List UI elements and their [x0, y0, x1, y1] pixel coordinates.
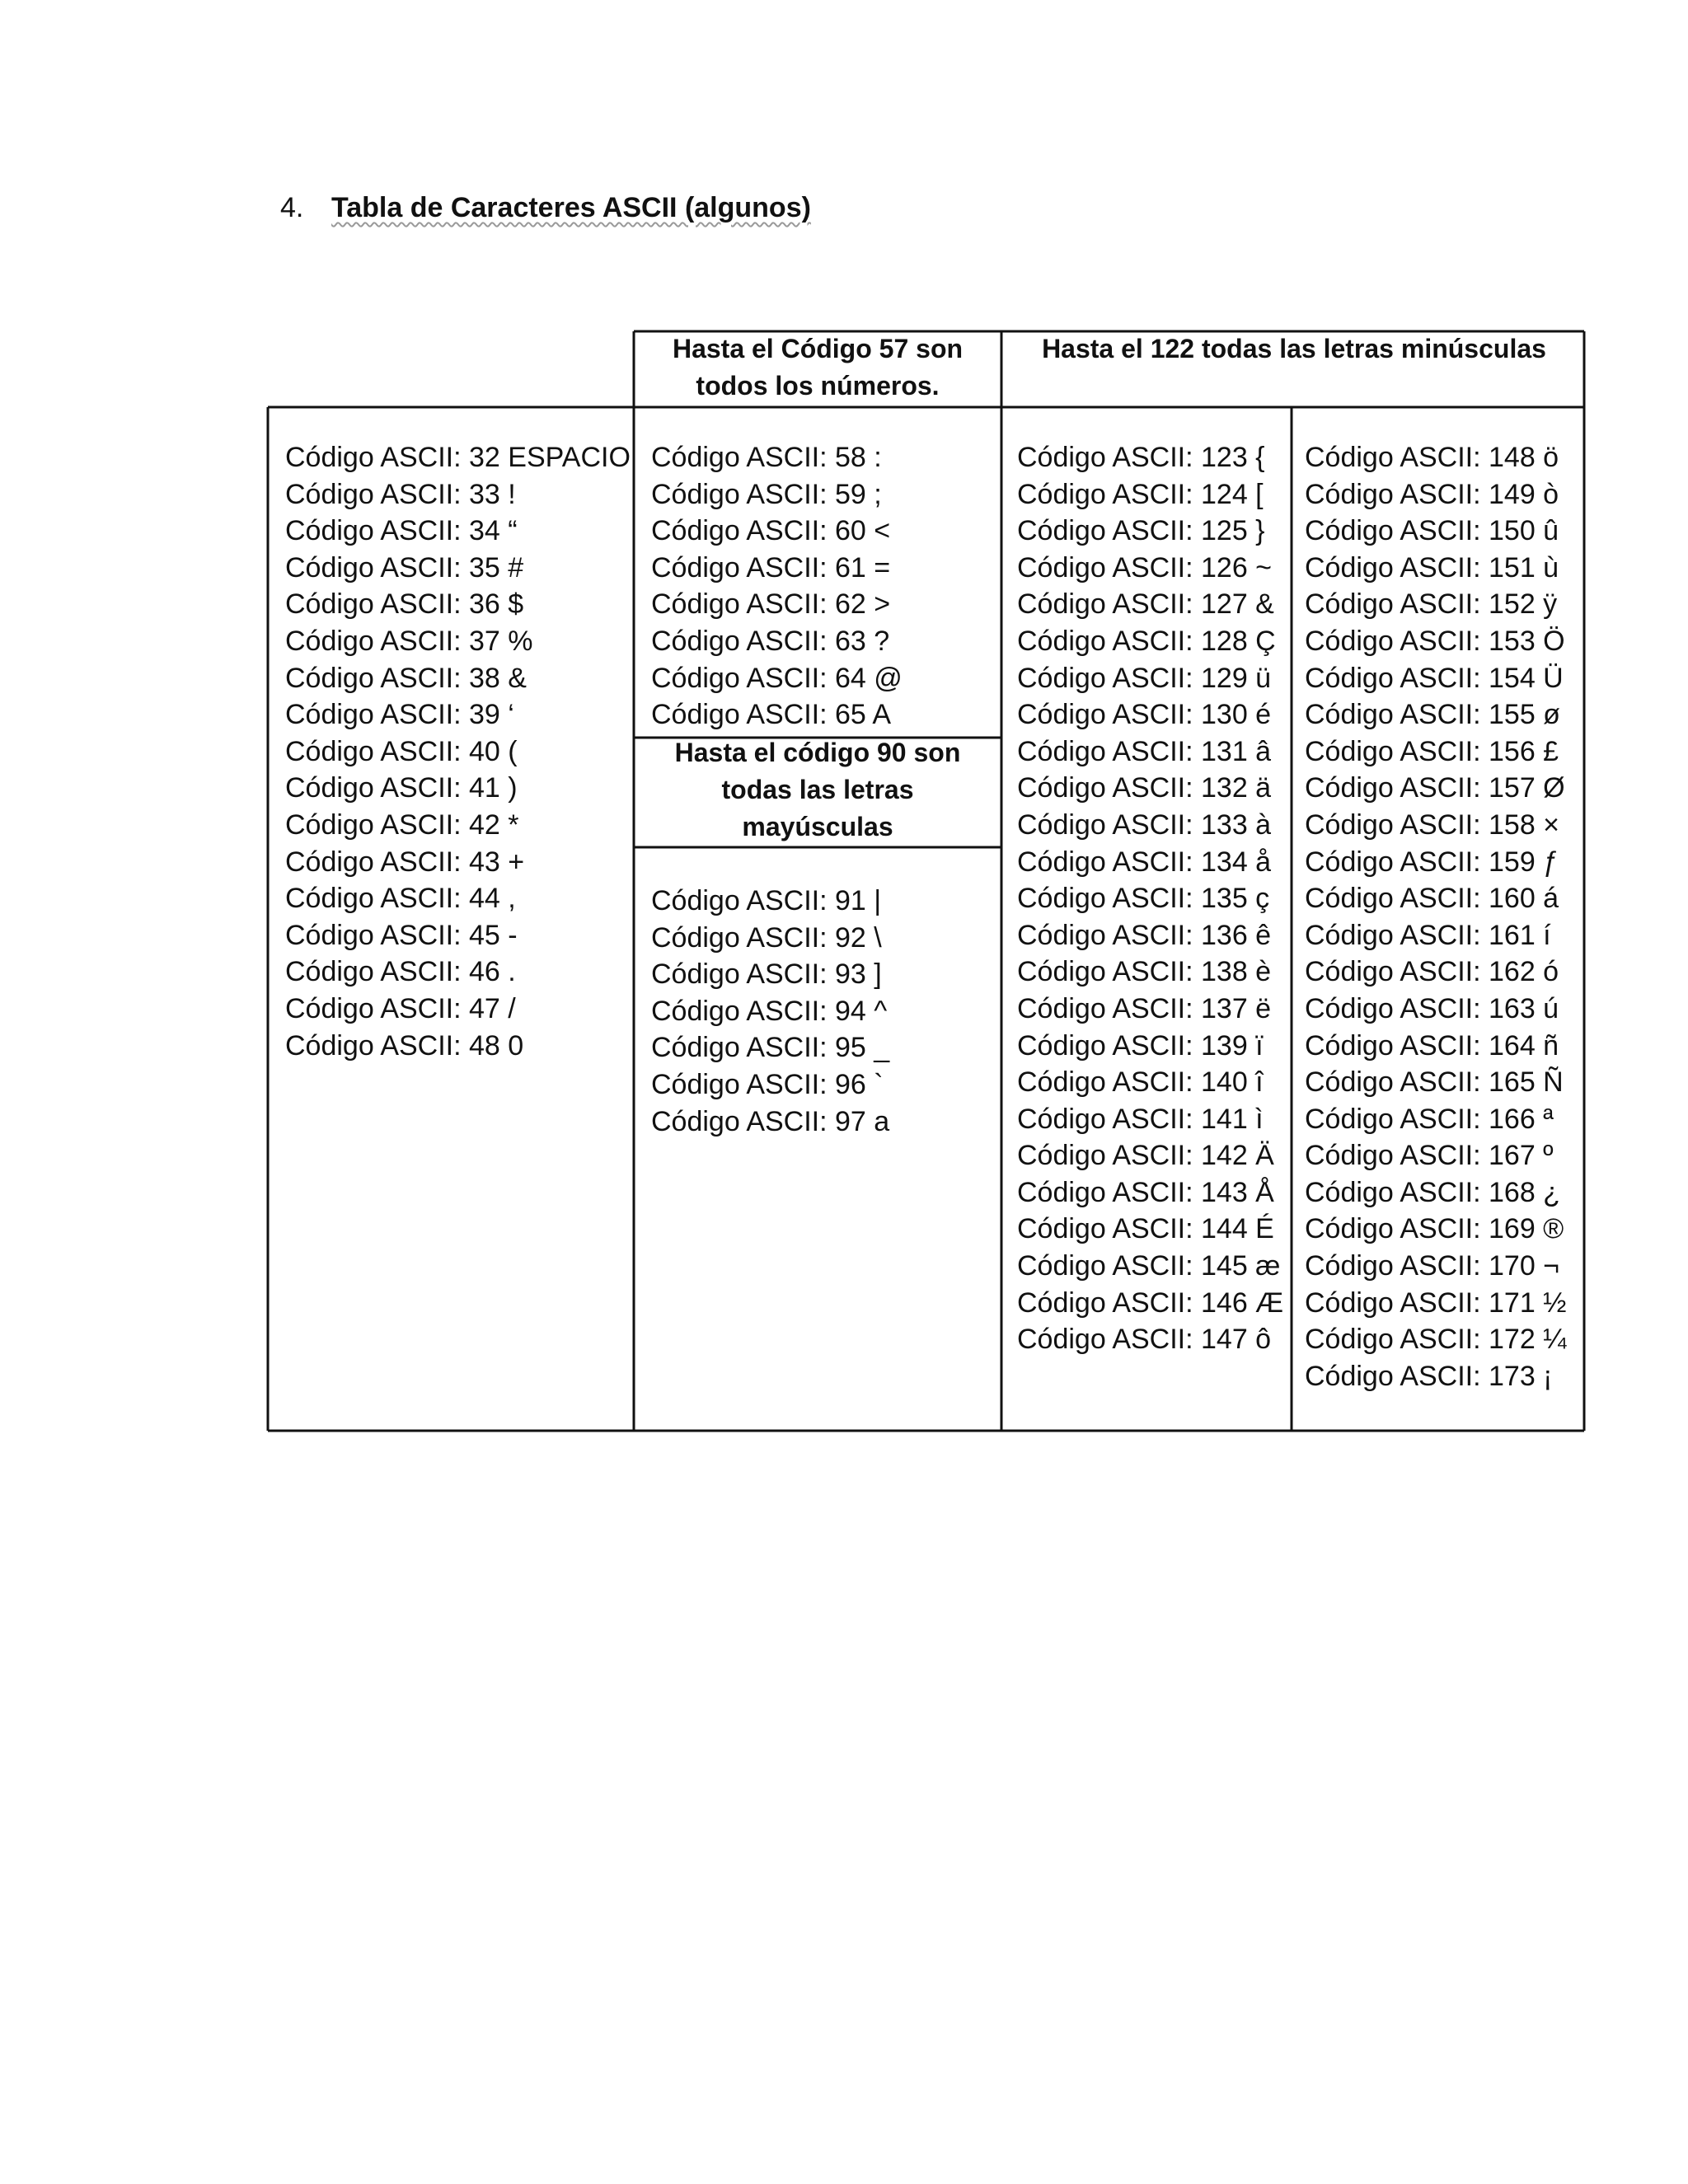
- ascii-entry: Código ASCII: 34 “: [285, 515, 518, 547]
- ascii-entry: Código ASCII: 37 %: [285, 625, 533, 657]
- column-2-top: [651, 439, 903, 733]
- ascii-entry: Código ASCII: 169 ®: [1305, 1213, 1564, 1245]
- column-4-list: [1305, 439, 1567, 1394]
- ascii-entry: Código ASCII: 39 ‘: [285, 699, 514, 731]
- ascii-entry: Código ASCII: 47 /: [285, 992, 516, 1024]
- ascii-entry: Código ASCII: 141 ì: [1017, 1103, 1264, 1135]
- ascii-entry: Código ASCII: 151 ù: [1305, 551, 1559, 583]
- column-3: [1017, 439, 1283, 1358]
- ascii-entry: Código ASCII: 161 í: [1305, 919, 1551, 951]
- ascii-entry: Código ASCII: 146 Æ: [1017, 1286, 1284, 1319]
- ascii-entry: Código ASCII: 41 ): [285, 772, 518, 804]
- ascii-entry: Código ASCII: 62 >: [651, 588, 891, 621]
- ascii-entry: Código ASCII: 131 â: [1017, 735, 1272, 767]
- ascii-entry: Código ASCII: 171 ½: [1305, 1286, 1567, 1319]
- ascii-entry: Código ASCII: 38 &: [285, 662, 527, 694]
- ascii-entry: Código ASCII: 40 (: [285, 735, 518, 767]
- ascii-entry: Código ASCII: 123 {: [1017, 442, 1265, 473]
- ascii-entry: Código ASCII: 126 ~: [1017, 551, 1273, 583]
- ascii-entry: Código ASCII: 137 ë: [1017, 992, 1272, 1024]
- ascii-entry: Código ASCII: 147 ô: [1017, 1324, 1272, 1356]
- ascii-entry: Código ASCII: 160 á: [1305, 883, 1559, 915]
- ascii-entry: Código ASCII: 95 _: [651, 1032, 890, 1064]
- ascii-entry: Código ASCII: 35 #: [285, 551, 524, 583]
- header-lowercase: Hasta el 122 todas las letras minúsculas: [1042, 334, 1546, 363]
- ascii-entry: Código ASCII: 154 Ü: [1305, 662, 1564, 694]
- ascii-entry: Código ASCII: 128 Ç: [1017, 625, 1276, 657]
- ascii-entry: Código ASCII: 158 ×: [1305, 808, 1560, 841]
- ascii-entry: Código ASCII: 168 ¿: [1305, 1176, 1560, 1208]
- ascii-entry: Código ASCII: 157 Ø: [1305, 772, 1565, 804]
- ascii-entry: Código ASCII: 92 \: [651, 921, 882, 954]
- ascii-entry: Código ASCII: 133 à: [1017, 808, 1272, 841]
- ascii-entry: Código ASCII: 163 ú: [1305, 992, 1559, 1024]
- ascii-entry: Código ASCII: 145 æ: [1017, 1250, 1281, 1282]
- ascii-entry: Código ASCII: 152 ÿ: [1305, 588, 1558, 621]
- column-3-list: [1017, 439, 1283, 1358]
- ascii-entry: Código ASCII: 43 +: [285, 846, 525, 878]
- ascii-entry: Código ASCII: 94 ^: [651, 995, 888, 1027]
- ascii-entry: Código ASCII: 59 ;: [651, 478, 882, 510]
- ascii-entry: Código ASCII: 129 ü: [1017, 662, 1272, 694]
- ascii-entry: Código ASCII: 139 ï: [1017, 1029, 1264, 1062]
- ascii-entry: Código ASCII: 167 º: [1305, 1140, 1554, 1172]
- ascii-entry: Código ASCII: 136 ê: [1017, 919, 1272, 951]
- ascii-entry: Código ASCII: 124 [: [1017, 478, 1264, 510]
- ascii-entry: Código ASCII: 134 å: [1017, 846, 1272, 878]
- ascii-entry: Código ASCII: 48 0: [285, 1029, 524, 1062]
- ascii-entry: Código ASCII: 164 ñ: [1305, 1029, 1559, 1062]
- ascii-entry: Código ASCII: 97 a: [651, 1105, 890, 1137]
- ascii-entry: Código ASCII: 172 ¼: [1305, 1324, 1567, 1356]
- ascii-entry: Código ASCII: 65 A: [651, 699, 892, 731]
- ascii-entry: Código ASCII: 144 É: [1017, 1213, 1274, 1245]
- section-heading: [280, 188, 811, 227]
- ascii-entry: Código ASCII: 91 |: [651, 885, 882, 916]
- ascii-entry: Código ASCII: 159 ƒ: [1305, 846, 1559, 878]
- ascii-entry: Código ASCII: 173 ¡: [1305, 1360, 1553, 1392]
- ascii-entry: Código ASCII: 142 Ä: [1017, 1140, 1274, 1172]
- column-4: [1305, 439, 1567, 1394]
- ascii-entry: Código ASCII: 143 Å: [1017, 1176, 1274, 1208]
- ascii-entry: Código ASCII: 127 &: [1017, 588, 1274, 621]
- ascii-entry: Código ASCII: 58 :: [651, 442, 882, 473]
- ascii-entry: Código ASCII: 96 `: [651, 1068, 884, 1100]
- section-title: Tabla de Caracteres ASCII (algunos): [331, 192, 811, 223]
- ascii-entry: Código ASCII: 132 ä: [1017, 772, 1272, 804]
- ascii-entry: Código ASCII: 162 ó: [1305, 956, 1559, 988]
- ascii-entry: Código ASCII: 46 .: [285, 956, 516, 988]
- ascii-entry: Código ASCII: 45 -: [285, 919, 518, 951]
- ascii-entry: Código ASCII: 61 =: [651, 551, 891, 583]
- ascii-entry: Código ASCII: 64 @: [651, 662, 903, 694]
- ascii-entry: Código ASCII: 170 ¬: [1305, 1250, 1560, 1282]
- ascii-entry: Código ASCII: 156 £: [1305, 735, 1559, 767]
- ascii-entry: Código ASCII: 138 è: [1017, 956, 1272, 988]
- header-uppercase: Hasta el código 90 son todas las letras mayúsculas: [674, 738, 961, 841]
- ascii-entry: Código ASCII: 135 ç: [1017, 883, 1270, 915]
- column-2-bottom-list: [651, 883, 889, 1140]
- ascii-entry: Código ASCII: 140 î: [1017, 1066, 1264, 1099]
- ascii-entry: Código ASCII: 32 ESPACIO: [285, 442, 631, 473]
- ascii-entry: Código ASCII: 165 Ñ: [1305, 1066, 1564, 1099]
- column-1: [285, 439, 631, 1064]
- ascii-entry: Código ASCII: 63 ?: [651, 625, 890, 657]
- column-2-bottom: [651, 883, 889, 1140]
- ascii-entry: Código ASCII: 166 ª: [1305, 1103, 1554, 1135]
- ascii-entry: Código ASCII: 150 û: [1305, 515, 1559, 547]
- column-1-list: [285, 439, 631, 1064]
- header-numbers: Hasta el Código 57 son todos los números.: [672, 334, 964, 401]
- column-2-top-list: [651, 439, 903, 733]
- ascii-entry: Código ASCII: 149 ò: [1305, 478, 1559, 510]
- ascii-entry: Código ASCII: 33 !: [285, 478, 516, 510]
- ascii-entry: Código ASCII: 148 ö: [1305, 442, 1559, 473]
- ascii-entry: Código ASCII: 36 $: [285, 588, 524, 621]
- section-number: 4.: [280, 192, 304, 223]
- ascii-entry: Código ASCII: 155 ø: [1305, 699, 1560, 731]
- ascii-entry: Código ASCII: 42 *: [285, 808, 519, 841]
- ascii-entry: Código ASCII: 93 ]: [651, 958, 882, 991]
- ascii-entry: Código ASCII: 125 }: [1017, 515, 1265, 547]
- ascii-entry: Código ASCII: 130 é: [1017, 699, 1272, 731]
- ascii-entry: Código ASCII: 153 Ö: [1305, 625, 1565, 657]
- ascii-entry: Código ASCII: 60 <: [651, 515, 891, 547]
- ascii-entry: Código ASCII: 44 ,: [285, 883, 516, 915]
